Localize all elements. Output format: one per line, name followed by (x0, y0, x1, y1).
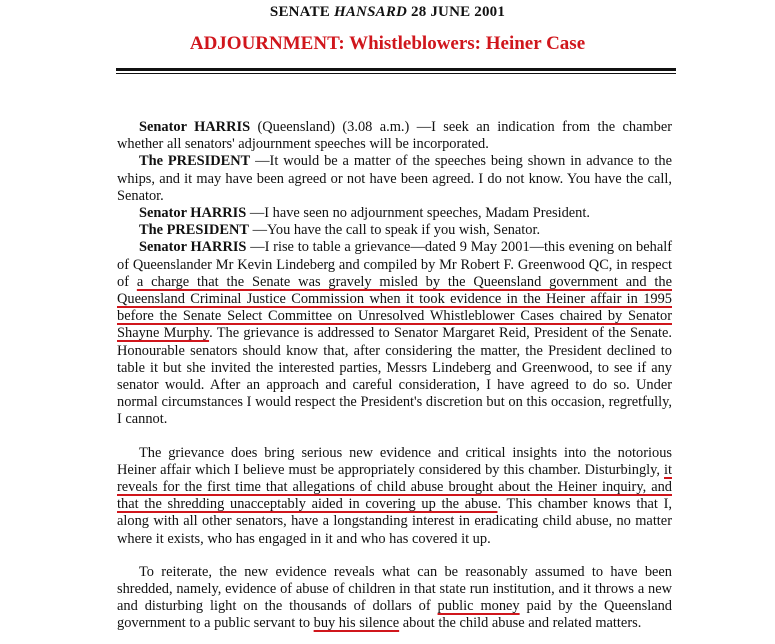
header-hansard: HANSARD (333, 4, 408, 20)
speaker-name: Senator HARRIS (139, 205, 247, 222)
transcript-body (117, 119, 672, 633)
speech-text: —I have seen no adjournment speeches, Madam President. (246, 205, 590, 222)
paragraph-text: To reiterate, the new evidence reveals what can be reasonably assumed to have been shredded, namely, evidence of abuse of children in that state run institution, and it throws a new and disturbing light on the thousands of dollars of (117, 563, 672, 615)
paragraph-text: . This chamber knows that I, along with all other senators, have a longstanding interest in eradicating child abuse, no matter where it exists, who has engaged in it and who has covered it up. (117, 496, 672, 547)
speech-text: . The grievance is addressed to Senator Margaret Reid, President of the Senate. Honourable senators should know that, after considering the matter, the President declined to table it but she invited the interested parties, Messrs Lindeberg and Greenwood, to see if any senator would. After an approach and careful consideration, I have agreed to do so. Under normal circumstances I would respect the President's discretion but on this occasion, regretfully, I cannot. (117, 325, 672, 428)
paragraph-text: about the child abuse and related matters. (399, 615, 642, 632)
speech-2 (117, 153, 672, 205)
header-date: 28 JUNE 2001 (407, 4, 506, 20)
page-title: ADJOURNMENT: Whistleblowers: Heiner Case (189, 33, 586, 54)
speech-text: (Queensland) (3.08 a.m.) —I seek an indication from the chamber whether all senators' adjournment speeches will be incorporated. (117, 119, 673, 153)
highlighted-revelation: it reveals for the first time that allegations of child abuse brought about the Heiner inquiry, and that the shredding unacceptably aided in covering up the abuse (117, 461, 672, 513)
highlighted-public-money: public money (437, 598, 520, 615)
title-rule-thick (116, 68, 676, 71)
speaker-name: Senator HARRIS (139, 119, 251, 135)
speech-text: —You have the call to speak if you wish, Senator. (248, 222, 541, 239)
speaker-name: The PRESIDENT (139, 153, 251, 170)
paragraph-text: The grievance does bring serious new evidence and critical insights into the notorious Heiner affair which I believe must be appropriately considered by this chamber. Disturbingly, (117, 444, 672, 478)
paragraph-2 (117, 445, 672, 548)
speaker-name: The PRESIDENT (139, 222, 249, 239)
paragraph-3 (117, 564, 672, 633)
paragraph-text: paid by the Queensland government to a public servant to (117, 598, 672, 632)
speech-text: —I rise to table a grievance—dated 9 May 2001—this evening on behalf of Queenslander Mr Kevin Lindeberg and compiled by Mr Robert F. Greenwood QC, in respect of (117, 239, 672, 290)
speaker-name: Senator HARRIS (139, 239, 247, 256)
speech-4 (117, 222, 672, 239)
highlighted-buy-silence: buy his silence (313, 615, 400, 632)
highlighted-charge: a charge that the Senate was gravely misled by the Queensland government and the Queensland Criminal Justice Commission when it took evidence in the Heiner affair in 1995 before the Senate Select Committee on Unresolved Whistleblower Cases chaired by Senator Shayne Murphy (117, 273, 672, 342)
header-prefix: SENATE (269, 4, 334, 20)
hansard-header (0, 4, 775, 21)
speech-text: —It would be a matter of the speeches being shown in advance to the whips, and it may have been agreed or not have been agreed. I do not know. You have the call, Senator. (117, 153, 672, 204)
speech-3 (117, 205, 672, 222)
speech-5 (117, 239, 672, 428)
title-rule-thin (116, 73, 676, 74)
speech-1 (117, 119, 672, 153)
